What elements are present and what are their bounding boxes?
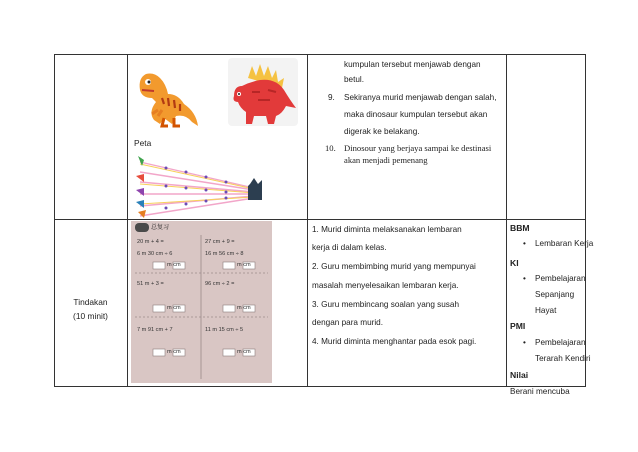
- worksheet-header: 总复习: [151, 225, 170, 231]
- bbm-item: • Lembaran Kerja: [535, 236, 593, 251]
- step-line: kerja di dalam kelas.: [312, 243, 387, 252]
- ki-heading: KI: [510, 258, 519, 268]
- worksheet-problem: 16 m 56 cm ÷ 8: [205, 251, 244, 257]
- worksheet-problem: 7 m 91 cm + 7: [137, 327, 173, 333]
- step-line: digerak ke belakang.: [344, 127, 420, 136]
- step-line: akan menjadi pemenang: [344, 155, 428, 165]
- step-line: maka dinosaur kumpulan tersebut akan: [344, 110, 488, 119]
- step-line: kumpulan tersebut menjawab dengan: [344, 60, 481, 69]
- pmi-item-line: Terarah Kendiri: [535, 354, 591, 363]
- column-divider-1: [127, 54, 128, 387]
- worksheet-answer: m cm: [237, 305, 251, 311]
- worksheet-answer: m cm: [167, 262, 181, 268]
- column-divider-3: [506, 54, 507, 387]
- orange-dinosaur-image: [134, 64, 204, 134]
- stage-name: Tindakan: [73, 297, 108, 307]
- table-border-bottom: [54, 386, 586, 387]
- red-stegosaurus-image: [226, 56, 300, 128]
- worksheet-answer: m cm: [167, 349, 181, 355]
- lesson-plan-table: [54, 54, 594, 396]
- worksheet-problem: 20 m + 4 =: [137, 239, 164, 245]
- pmi-heading: PMI: [510, 321, 526, 331]
- bbm-heading: BBM: [510, 223, 530, 233]
- steps-cell-row1: [314, 54, 502, 219]
- ki-item: • Pembelajaran: [535, 271, 586, 286]
- step-line: 4. Murid diminta menghantar pada esok pagi.: [312, 337, 477, 346]
- media-label: Peta: [134, 138, 152, 148]
- step-line: 3. Guru membincang soalan yang susah: [312, 300, 460, 309]
- ki-item-line: Sepanjang: [535, 290, 575, 299]
- worksheet-answer: m cm: [237, 262, 251, 268]
- worksheet-problem: 11 m 15 cm ÷ 5: [205, 327, 244, 333]
- step-line: 1. Murid diminta melaksanakan lembaran: [312, 225, 462, 234]
- worksheet-problem: 96 cm ÷ 2 =: [205, 281, 235, 287]
- worksheet-problem: 27 cm + 9 =: [205, 239, 235, 245]
- step-line: 2. Guru membimbing murid yang mempunyai: [312, 262, 476, 271]
- table-border-left: [54, 54, 55, 387]
- notes-cell: [509, 220, 594, 386]
- stage-duration: (10 minit): [73, 311, 108, 321]
- column-divider-2: [307, 54, 308, 387]
- worksheet-photo: [131, 221, 272, 383]
- worksheet-answer: m cm: [167, 305, 181, 311]
- pmi-item: • Pembelajaran: [535, 335, 586, 350]
- worksheet-problem: 6 m 30 cm ÷ 6: [137, 251, 173, 257]
- worksheet-answer: m cm: [237, 349, 251, 355]
- step-line: Sekiranya murid menjawab dengan salah,: [344, 93, 497, 102]
- worksheet-problem: 51 m + 3 =: [137, 281, 164, 287]
- step-number: 9.: [328, 93, 335, 102]
- row-divider: [54, 219, 586, 220]
- ki-item-line: Hayat: [535, 306, 557, 315]
- step-line: betul.: [344, 75, 365, 84]
- game-map-image: [136, 154, 264, 218]
- step-line: dengan para murid.: [312, 318, 384, 327]
- nilai-heading: Nilai: [510, 370, 529, 380]
- step-number: 10.: [325, 143, 336, 153]
- step-line: masalah menyelesaikan lembaran kerja.: [312, 281, 459, 290]
- step-line: Dinosour yang berjaya sampai ke destinasi: [344, 143, 492, 153]
- nilai-value: Berani mencuba: [510, 387, 570, 396]
